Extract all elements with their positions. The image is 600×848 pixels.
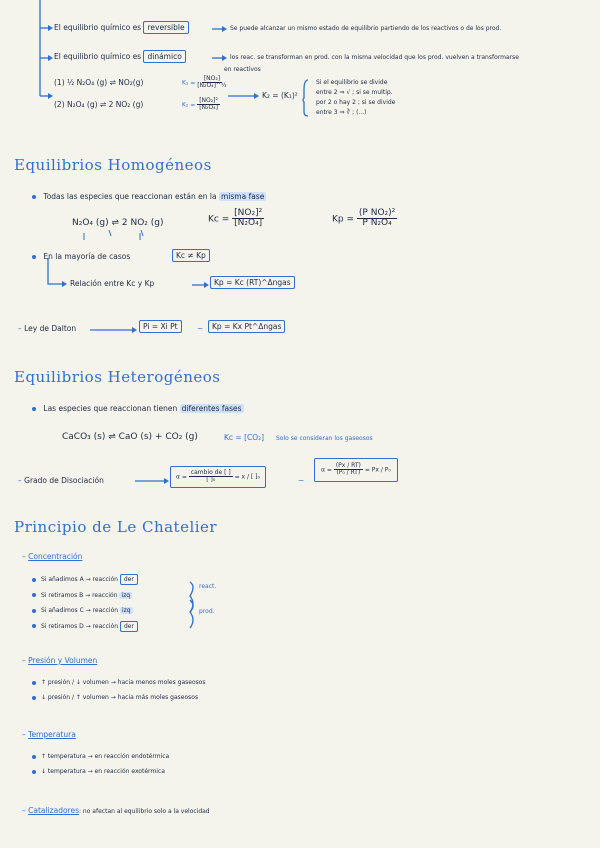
pres-title: – Presión y Volumen	[22, 656, 98, 665]
alpha-box-1: α = $\frac{\text{cambio de [ ]}}{\text{[ ]₀}}$ = x / [ ]₀	[170, 466, 266, 488]
chatelier-title: Principio de Le Chatelier	[14, 518, 218, 536]
brace-react-label: react.	[199, 583, 217, 590]
reaction-1: (1) ½ N₂O₄ (g) ⇌ NO₂(g)	[54, 78, 144, 87]
grado-label: – Grado de Disociación	[18, 476, 104, 485]
k2-expression: K₂ = $\frac{\text{[NO₂]²}}{\text{[N₂O₄]}}$	[182, 97, 218, 112]
temp-item: ↓ temperatura → en reacción exotérmica	[32, 764, 169, 779]
dynamic-statement: El equilibrio químico es dinámico	[54, 52, 186, 61]
temp-item: ↑ temperatura → en reacción endotérmica	[32, 749, 169, 764]
conc-list	[32, 572, 138, 634]
homog-bullet-1: Todas las especies que reaccionan están en la misma fase	[32, 192, 266, 201]
homog-equation: N₂O₄ (g) ⇌ 2 NO₂ (g)	[72, 218, 164, 228]
dalton-label: – Ley de Dalton	[18, 324, 77, 333]
tilde-symbol: ~	[197, 324, 204, 333]
kp-expression: Kp = $\frac{\text{(P NO₂)²}}{\text{P N₂O₄}}$	[332, 208, 396, 229]
homog-title: Equilibrios Homogéneos	[14, 156, 212, 174]
conc-item: Si añadimos A → reacción der	[32, 572, 138, 588]
temp-title: – Temperatura	[22, 730, 76, 739]
heterog-kc-note: Solo se consideran los gaseosos	[276, 435, 373, 442]
bullet-icon	[32, 255, 36, 259]
pres-item: ↑ presión / ↓ volumen → hacia menos moles gaseosos	[32, 675, 206, 690]
reversible-result: Se puede alcanzar un mismo estado de equilibrio partiendo de los reactivos o de los prod.	[230, 25, 502, 32]
pres-list	[32, 675, 206, 705]
heterog-equation: CaCO₃ (s) ⇌ CaO (s) + CO₂ (g)	[62, 432, 198, 442]
brace-prod-label: prod.	[199, 608, 215, 615]
tilde-symbol-2: ~	[298, 476, 305, 485]
kc-expression: Kc = $\frac{\text{[NO₂]²}}{\text{[N₂O₄]}}$	[208, 208, 263, 229]
alpha-box-2: α = $\frac{(Px / RT)}{\text{(P₀ / RT)}}$ = Px / P₀	[314, 458, 398, 482]
heterog-title: Equilibrios Heterogéneos	[14, 368, 221, 386]
temp-list	[32, 749, 169, 779]
dalton-kp-box: Kp = Kx Pt^Δngas	[208, 320, 285, 333]
dynamic-term: dinámico	[143, 50, 185, 63]
dynamic-result-line1: los reac. se transforman en prod. con la misma velocidad que los prod. vuelven a transformarse	[230, 54, 519, 61]
reversible-term: reversible	[143, 21, 188, 34]
cat-line: – Catalizadores: no afectan al equilibrio solo a la velocidad	[22, 806, 210, 815]
dynamic-result-line2: en reactivos	[224, 66, 261, 73]
conc-title: – Concentración	[22, 552, 83, 561]
bullet-icon	[32, 407, 36, 411]
conc-item: Si retiramos B → reacción izq	[32, 588, 138, 604]
pres-item: ↓ presión / ↑ volumen → hacia más moles gaseosos	[32, 690, 206, 705]
conc-item: Si retiramos D → reacción der	[32, 619, 138, 635]
kc-ne-kp-box: Kc ≠ Kp	[172, 249, 210, 262]
dalton-box: Pi = Xi Pt	[139, 320, 182, 333]
conc-item: Si añadimos C → reacción izq	[32, 603, 138, 619]
root-note: Si el equilibrio se divide entre 2 ⇒ √ ; si se multip. por 2 o hay 2 ; si se divide entre 3 ⇒ ∛ ; (...)	[316, 79, 396, 116]
heterog-bullet: Las especies que reaccionan tienen diferentes fases	[32, 404, 244, 413]
reaction-2: (2) N₂O₄ (g) ⇌ 2 NO₂ (g)	[54, 100, 144, 109]
relation-formula-box: Kp = Kc (RT)^Δngas	[210, 276, 295, 289]
homog-bullet-2: En la mayoría de casos	[32, 252, 130, 261]
relation-label: Relación entre Kc y Kp	[70, 279, 155, 288]
reversible-statement: El equilibrio químico es reversible	[54, 23, 189, 32]
heterog-kc: Kc = [CO₂]	[224, 433, 265, 442]
k1-expression: K₁ = $\frac{\text{[NO₂]}}{\text{[N₂O₄]\textasciicircum{}½}}$	[182, 75, 227, 90]
bullet-icon	[32, 195, 36, 199]
k-relation: K₂ = (K₁)²	[262, 91, 298, 100]
